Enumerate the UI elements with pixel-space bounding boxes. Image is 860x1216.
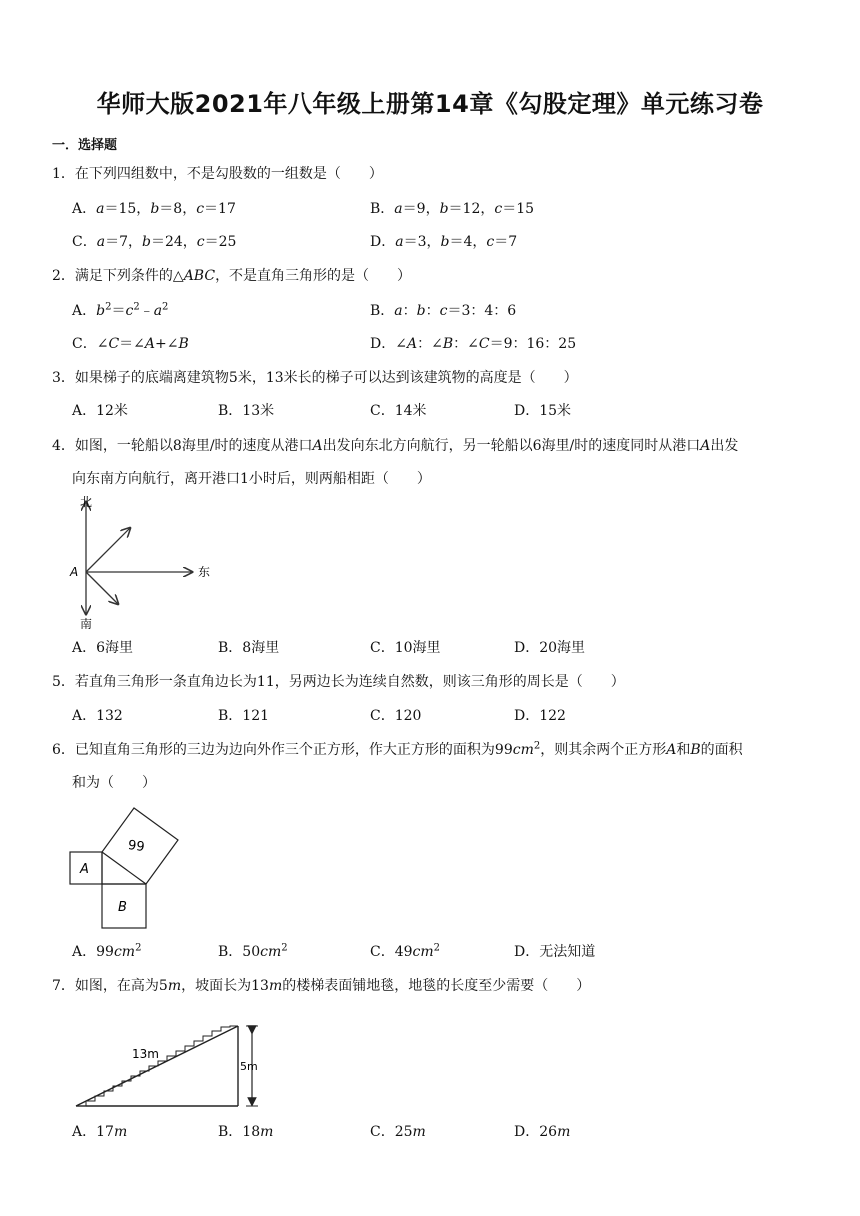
q6-squares-figure <box>68 804 192 930</box>
q7-option-a[interactable]: A．17m <box>72 1124 128 1140</box>
q6-stem-line2: 和为（ ） <box>72 775 156 791</box>
q3-option-c[interactable]: C．14米 <box>370 403 427 419</box>
q7-option-a-label: A． <box>72 1124 97 1140</box>
q3-stem: 3．如果梯子的底端离建筑物5米，13米长的梯子可以达到该建筑物的高度是（ ） <box>52 370 578 386</box>
q1-option-a-label: A． <box>72 201 97 217</box>
q6-option-a-label: A． <box>72 944 97 960</box>
q2-option-a-label: A． <box>72 303 97 319</box>
q2-option-c[interactable]: C．∠C＝∠A+∠B <box>72 336 189 352</box>
q7-option-b-label: B． <box>218 1124 243 1140</box>
q4-option-d[interactable]: D．20海里 <box>514 640 586 656</box>
q5-option-b[interactable]: B．121 <box>218 708 270 724</box>
q2-stem: 2．满足下列条件的△ABC，不是直角三角形的是（ ） <box>52 268 412 284</box>
q1-option-d-label: D． <box>370 234 396 250</box>
south-label: 南 <box>80 617 93 631</box>
q1-stem: 1．在下列四组数中，不是勾股数的一组数是（ ） <box>52 166 383 182</box>
square-b-label: B <box>118 900 127 915</box>
section-heading: 一．选择题 <box>52 138 118 153</box>
point-a-label: A <box>70 565 79 579</box>
q5-option-d[interactable]: D．122 <box>514 708 566 724</box>
q4-stem-line1: 4．如图，一轮船以8海里/时的速度从港口A出发向东北方向航行，另一轮船以6海里/时的速度同时从港口A出发 <box>52 438 739 454</box>
q7-option-d-label: D． <box>514 1124 540 1140</box>
q4-option-a[interactable]: A．6海里 <box>72 640 134 656</box>
east-label: 东 <box>198 565 211 579</box>
q7-option-c-label: C． <box>370 1124 395 1140</box>
q7-stairs-figure <box>70 1018 270 1114</box>
q2-option-c-label: C． <box>72 336 97 352</box>
q6-option-c-label: C． <box>370 944 395 960</box>
q3-option-b[interactable]: B．13米 <box>218 403 275 419</box>
q7-option-c[interactable]: C．25m <box>370 1124 426 1140</box>
height-label: 5m <box>240 1060 258 1073</box>
q3-option-a[interactable]: A．12米 <box>72 403 128 419</box>
q6-option-a[interactable]: A．$99cm^2$ <box>72 942 142 960</box>
q1-option-b[interactable]: B．a＝9，b＝12，c＝15 <box>370 201 535 217</box>
q6-option-d-text: 无法知道 <box>539 944 596 960</box>
q7-stem: 7．如图，在高为5m，坡面长为13m的楼梯表面铺地毯，地毯的长度至少需要（ ） <box>52 978 591 994</box>
southeast-arrow <box>86 572 118 604</box>
q5-option-a[interactable]: A．132 <box>72 708 123 724</box>
q1-option-b-label: B． <box>370 201 395 217</box>
q4-stem-line2: 向东南方向航行，离开港口1小时后，则两船相距（ ） <box>72 471 431 487</box>
q1-option-c[interactable]: C．a＝7，b＝24，c＝25 <box>72 234 237 250</box>
north-label: 北 <box>80 495 93 509</box>
northeast-arrow <box>86 528 130 572</box>
q5-option-c[interactable]: C．120 <box>370 708 422 724</box>
q1-option-d[interactable]: D．a＝3，b＝4，c＝7 <box>370 234 518 250</box>
square-a-label: A <box>80 862 89 877</box>
q4-option-c[interactable]: C．10海里 <box>370 640 441 656</box>
q6-option-d-label: D． <box>514 944 540 960</box>
q5-stem: 5．若直角三角形一条直角边长为11，另两边长为连续自然数，则该三角形的周长是（ ） <box>52 674 625 690</box>
q6-option-b-label: B． <box>218 944 243 960</box>
q2-option-b-label: B． <box>370 303 395 319</box>
q1-option-c-label: C． <box>72 234 97 250</box>
square-99-label: 99 <box>126 837 146 856</box>
q6-option-c[interactable]: C．$49cm^2$ <box>370 942 441 960</box>
q1-option-a[interactable]: A．a＝15，b＝8，c＝17 <box>72 201 236 217</box>
q7-option-d[interactable]: D．26m <box>514 1124 571 1140</box>
q6-stem-line1: 6．已知直角三角形的三边为边向外作三个正方形，作大正方形的面积为$99cm^2$，则其余两个正方形A和B的面积 <box>52 740 743 758</box>
q2-option-d[interactable]: D．∠A：∠B：∠C＝9：16：25 <box>370 336 577 352</box>
slope-label: 13m <box>132 1047 159 1061</box>
q4-compass-figure <box>62 492 222 632</box>
q6-option-b[interactable]: B．$50cm^2$ <box>218 942 288 960</box>
q6-option-d[interactable] <box>514 942 595 962</box>
q3-option-d[interactable]: D．15米 <box>514 403 572 419</box>
q4-option-b[interactable]: B．8海里 <box>218 640 280 656</box>
q7-option-b[interactable]: B．18m <box>218 1124 274 1140</box>
q2-option-a[interactable]: A．$b^2=c^2﹣a^2$ <box>72 301 169 319</box>
page-title: 华师大版2021年八年级上册第14章《勾股定理》单元练习卷 <box>96 90 764 118</box>
q2-option-d-label: D． <box>370 336 396 352</box>
q2-option-b[interactable]: B．a：b：c＝3：4：6 <box>370 303 517 319</box>
